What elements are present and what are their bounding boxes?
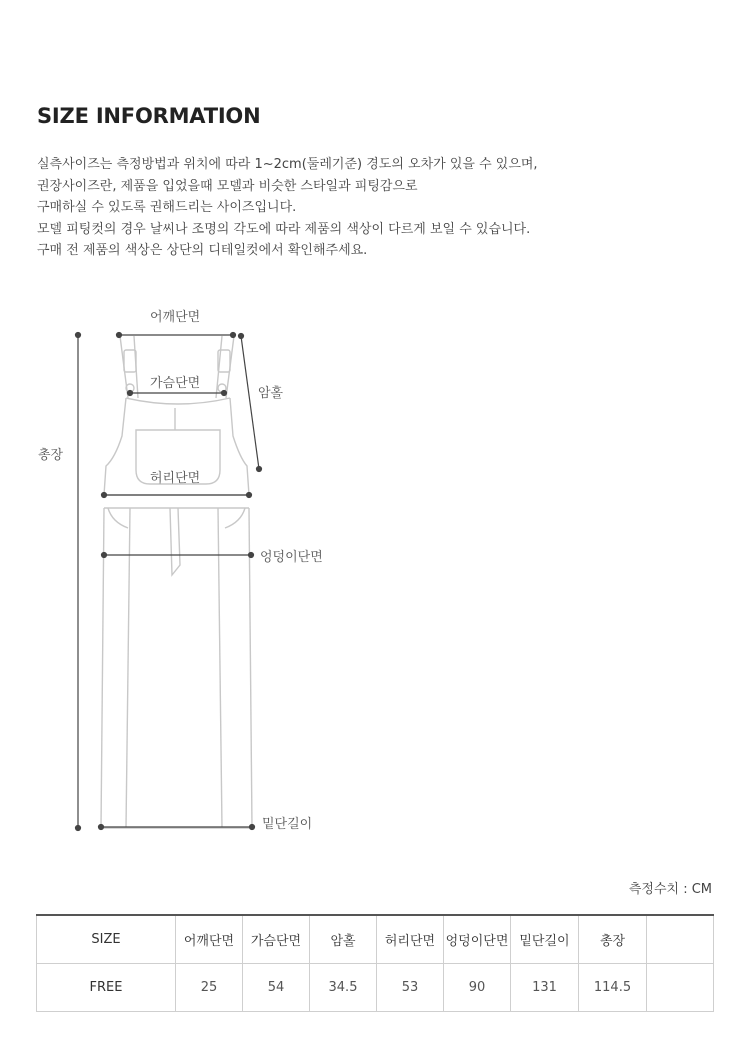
garment-diagram <box>0 290 750 850</box>
shoulder-label: 어깨단면 <box>150 310 201 325</box>
description-line: 구매하실 수 있도록 권해드리는 사이즈입니다. <box>37 200 297 215</box>
table-header-cell: 암홀 <box>310 915 377 963</box>
table-cell <box>647 963 714 1011</box>
table-cell: 25 <box>176 963 243 1011</box>
page-title: SIZE INFORMATION <box>37 104 261 128</box>
description-line: 권장사이즈란, 제품을 입었을때 모델과 비슷한 스타일과 피팅감으로 <box>37 178 418 194</box>
table-cell: 114.5 <box>579 963 647 1011</box>
armhole-label: 암홀 <box>258 386 284 401</box>
size-description <box>37 154 717 262</box>
table-cell: FREE <box>37 963 176 1011</box>
hem-label: 밑단길이 <box>262 817 313 832</box>
table-header-cell: 엉덩이단면 <box>444 915 511 963</box>
table-cell: 53 <box>377 963 444 1011</box>
total-length-label: 총장 <box>38 448 64 463</box>
table-header-cell: 총장 <box>579 915 647 963</box>
table-cell: 54 <box>243 963 310 1011</box>
description-line: 구매 전 제품의 색상은 상단의 디테일컷에서 확인해주세요. <box>37 243 368 258</box>
table-header-cell: SIZE <box>37 915 176 963</box>
table-header-cell: 어깨단면 <box>176 915 243 963</box>
table-header-row <box>37 915 714 963</box>
table-header-cell: 가슴단면 <box>243 915 310 963</box>
unit-note: 측정수치 : CM <box>628 882 712 897</box>
chest-label: 가슴단면 <box>150 376 201 391</box>
size-table <box>36 914 714 1012</box>
table-cell: 34.5 <box>310 963 377 1011</box>
waist-label: 허리단면 <box>150 471 201 486</box>
overall-outline <box>101 336 252 828</box>
table-header-cell <box>647 915 714 963</box>
table-header-cell: 허리단면 <box>377 915 444 963</box>
description-line: 실측사이즈는 측정방법과 위치에 따라 1~2cm(둘레기준) 경도의 오차가 있을 수 있으며, <box>37 157 538 172</box>
table-header-cell: 밑단길이 <box>511 915 579 963</box>
armhole-measure-line <box>241 336 259 469</box>
description-line: 모델 피팅컷의 경우 날씨나 조명의 각도에 따라 제품의 색상이 다르게 보일 수 있습니다. <box>37 221 531 237</box>
table-cell: 90 <box>444 963 511 1011</box>
table-cell: 131 <box>511 963 579 1011</box>
table-row <box>37 963 714 1011</box>
hip-label: 엉덩이단면 <box>260 550 323 565</box>
